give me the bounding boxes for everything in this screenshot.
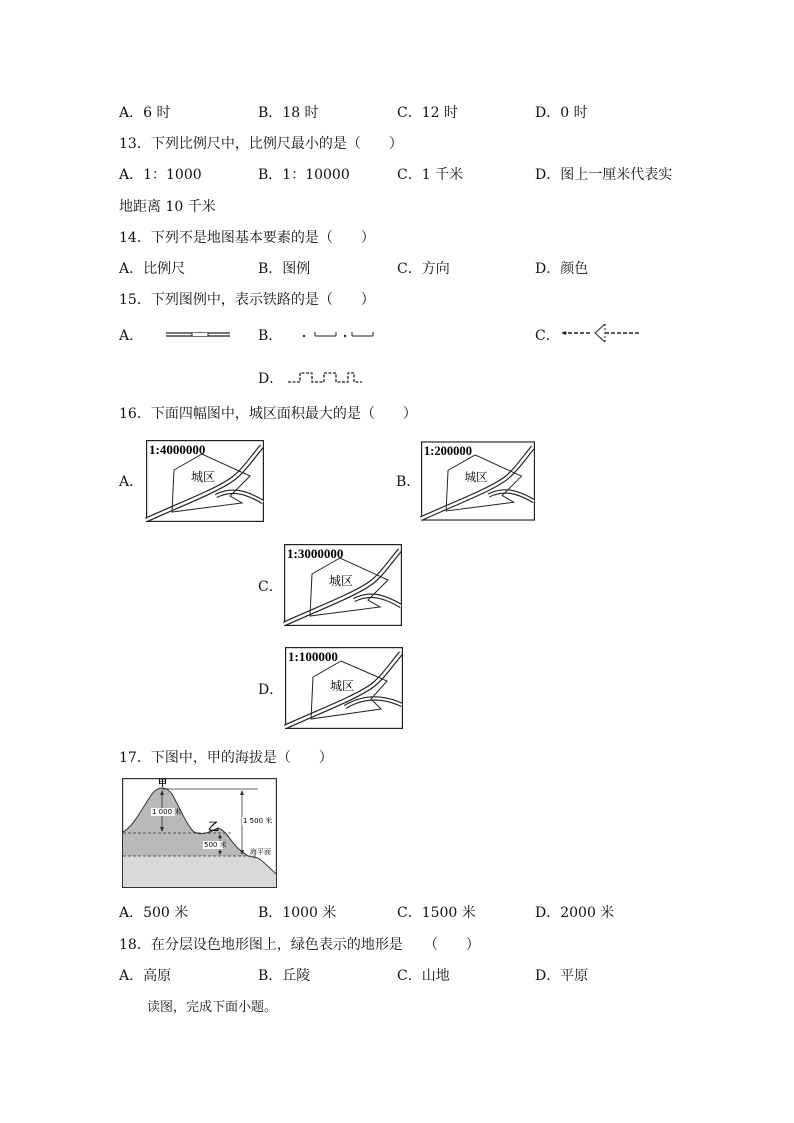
q17-label-sea-level: 海平面 bbox=[250, 848, 271, 856]
q16-map-b-city-label: 城区 bbox=[464, 470, 488, 484]
q18-stem: 18．在分层设色地形图上，绿色表示的地形是 （ ） bbox=[119, 937, 480, 953]
q13-option-c: C．1 千米 bbox=[397, 167, 464, 183]
q16-map-a-scale: 1:4000000 bbox=[149, 442, 206, 457]
q12-option-c: C．12 时 bbox=[397, 105, 458, 121]
q16-option-d: D． bbox=[258, 682, 284, 698]
q13-stem: 13．下列比例尺中，比例尺最小的是（ ） bbox=[119, 136, 403, 152]
q12-option-d: D．0 时 bbox=[535, 105, 588, 121]
q16-map-c-scale: 1:3000000 bbox=[287, 546, 344, 561]
q15-symbol-c bbox=[562, 322, 640, 344]
q13-option-b: B．1：10000 bbox=[258, 167, 350, 183]
q16-map-a-city-label: 城区 bbox=[191, 470, 216, 484]
q16-map-b-scale: 1:200000 bbox=[423, 443, 472, 458]
q16-map-c-city-label: 城区 bbox=[329, 574, 354, 588]
q15-symbol-a bbox=[166, 328, 230, 340]
q16-option-a: A． bbox=[119, 474, 144, 490]
q15-option-a: A． bbox=[119, 328, 144, 344]
q15-symbol-d bbox=[288, 368, 362, 386]
q18-option-a: A．高原 bbox=[119, 968, 172, 984]
q16-map-d-scale: 1:100000 bbox=[288, 649, 338, 664]
q16-map-a bbox=[146, 440, 264, 522]
q17-elevation-figure bbox=[122, 778, 277, 888]
q16-map-d-city-label: 城区 bbox=[330, 679, 355, 693]
q17-option-a: A．500 米 bbox=[119, 905, 189, 921]
q16-option-c: C． bbox=[258, 579, 283, 595]
q17-option-b: B．1000 米 bbox=[258, 905, 337, 921]
q17-label-1500m: 1 500 米 bbox=[243, 817, 273, 825]
q16-option-b: B． bbox=[396, 474, 421, 490]
q14-option-d: D．颜色 bbox=[535, 261, 589, 277]
q17-option-c: C．1500 米 bbox=[397, 905, 476, 921]
q17-label-500m: 500 米 bbox=[204, 841, 227, 849]
q12-option-a: A．6 时 bbox=[119, 105, 171, 121]
q16-stem: 16．下面四幅图中，城区面积最大的是（ ） bbox=[119, 406, 417, 422]
q12-option-b: B．18 时 bbox=[258, 105, 319, 121]
q17-option-d: D．2000 米 bbox=[535, 905, 615, 921]
q14-option-a: A．比例尺 bbox=[119, 261, 186, 277]
q16-map-b bbox=[421, 440, 535, 522]
q18-option-d: D．平原 bbox=[535, 968, 589, 984]
q16-map-d bbox=[285, 646, 403, 730]
q15-option-b: B． bbox=[258, 328, 283, 344]
q15-option-c: C． bbox=[535, 328, 560, 344]
q15-symbol-b bbox=[300, 329, 376, 341]
q14-option-c: C．方向 bbox=[397, 261, 450, 277]
q17-label-yi: 乙 bbox=[208, 820, 219, 833]
q13-option-a: A．1：1000 bbox=[119, 167, 202, 183]
reading-instruction: 读图，完成下面小题。 bbox=[147, 1000, 278, 1015]
q17-stem: 17．下图中，甲的海拔是（ ） bbox=[119, 750, 333, 766]
q17-label-jia: 甲 bbox=[158, 779, 168, 789]
q17-label-1000m: 1 000 米 bbox=[152, 808, 182, 816]
q15-stem: 15．下列图例中，表示铁路的是（ ） bbox=[119, 292, 375, 308]
q18-option-c: C．山地 bbox=[397, 968, 450, 984]
q14-stem: 14．下列不是地图基本要素的是（ ） bbox=[119, 230, 375, 246]
q16-map-c bbox=[284, 543, 402, 627]
q15-option-d: D． bbox=[258, 371, 284, 387]
q13-option-d: D．图上一厘米代表实 bbox=[535, 167, 673, 183]
q18-option-b: B．丘陵 bbox=[258, 968, 311, 984]
q14-option-b: B．图例 bbox=[258, 261, 311, 277]
q13-option-d-continuation: 地距离 10 千米 bbox=[119, 199, 216, 215]
